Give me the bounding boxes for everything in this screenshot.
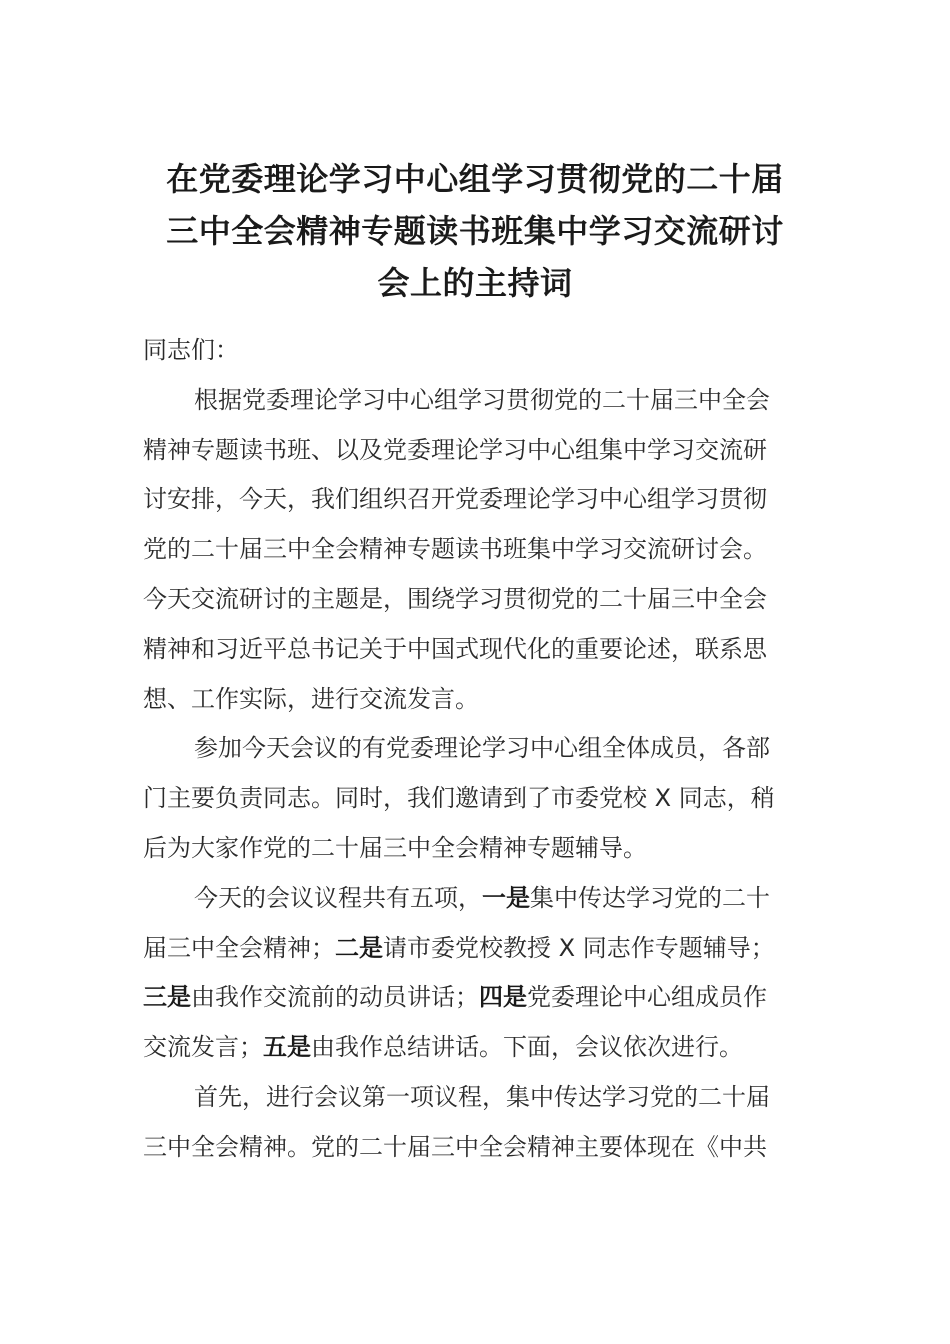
paragraph-line <box>143 874 793 924</box>
text-run: 交流发言； <box>143 1033 263 1062</box>
paragraph-line <box>143 724 793 774</box>
text-run: 党的二十届三中全会精神专题读书班集中学习交流研讨会。 <box>143 535 767 564</box>
text-run: 门主要负责同志。同时，我们邀请到了市委党校 X 同志，稍 <box>143 784 775 813</box>
paragraph-line <box>143 575 793 625</box>
text-run: 想、工作实际，进行交流发言。 <box>143 684 479 713</box>
paragraph-line <box>143 376 793 426</box>
bold-keyword: 五是 <box>263 1033 311 1062</box>
salutation: 同志们： <box>143 336 239 364</box>
title-line: 会上的主持词 <box>377 264 573 302</box>
paragraph-line <box>143 675 793 725</box>
text-run: 精神和习近平总书记关于中国式现代化的重要论述，联系思 <box>143 634 767 663</box>
text-run: 三中全会精神。党的二十届三中全会精神主要体现在《中共 <box>143 1132 767 1161</box>
text-run: 由我作交流前的动员讲话； <box>191 983 479 1012</box>
paragraph-line <box>143 625 793 675</box>
bold-keyword: 四是 <box>479 983 527 1012</box>
text-run: 请市委党校教授 X 同志作专题辅导； <box>383 933 775 962</box>
text-run: 届三中全会精神； <box>143 933 335 962</box>
text-run: 后为大家作党的二十届三中全会精神专题辅导。 <box>143 833 647 862</box>
paragraph-line <box>143 475 793 525</box>
text-run: 首先，进行会议第一项议程，集中传达学习党的二十届 <box>194 1082 770 1111</box>
paragraph-line <box>143 426 793 476</box>
document-title <box>130 153 820 309</box>
title-line: 在党委理论学习中心组学习贯彻党的二十届 <box>166 160 784 198</box>
text-run: 今天交流研讨的主题是，围绕学习贯彻党的二十届三中全会 <box>143 584 767 613</box>
text-run: 今天的会议议程共有五项， <box>194 883 482 912</box>
text-run: 党委理论中心组成员作 <box>527 983 767 1012</box>
bold-keyword: 二是 <box>335 933 383 962</box>
paragraph-line <box>143 525 793 575</box>
text-run: 讨安排，今天，我们组织召开党委理论学习中心组学习贯彻 <box>143 485 767 514</box>
paragraph-line <box>143 1123 793 1173</box>
text-run: 参加今天会议的有党委理论学习中心组全体成员，各部 <box>194 734 770 763</box>
bold-keyword: 三是 <box>143 983 191 1012</box>
paragraph-line <box>143 1073 793 1123</box>
paragraph-line <box>143 924 793 974</box>
text-run: 精神专题读书班、以及党委理论学习中心组集中学习交流研 <box>143 435 767 464</box>
bold-keyword: 一是 <box>482 883 530 912</box>
paragraph-line <box>143 1023 793 1073</box>
title-line: 三中全会精神专题读书班集中学习交流研讨 <box>166 212 784 250</box>
text-run: 由我作总结讲话。下面，会议依次进行。 <box>311 1033 743 1062</box>
paragraph-line <box>143 824 793 874</box>
text-run: 根据党委理论学习中心组学习贯彻党的二十届三中全会 <box>194 385 770 414</box>
document-body <box>143 326 793 1173</box>
text-run: 集中传达学习党的二十 <box>530 883 770 912</box>
paragraph-line <box>143 973 793 1023</box>
paragraph-line <box>143 774 793 824</box>
